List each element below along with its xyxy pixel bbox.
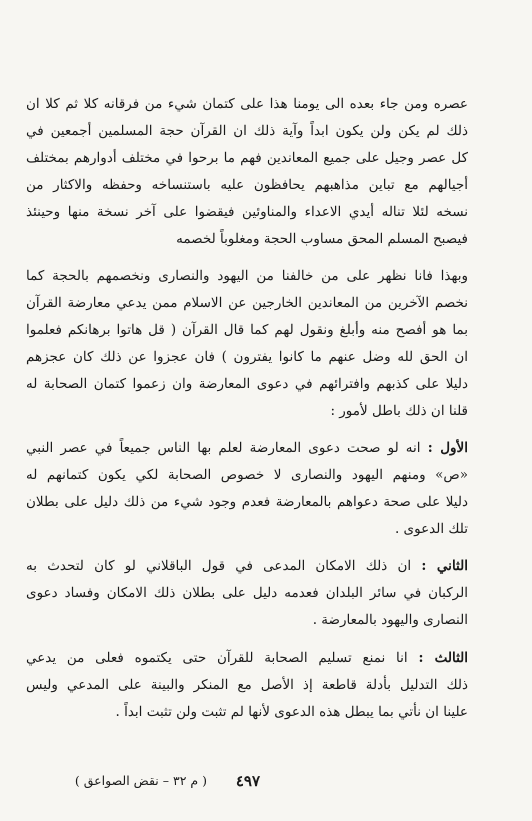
point-text: ان ذلك الامكان المدعى في قول الباقلاني لو كان لتحدث به <box>26 558 412 574</box>
text-line: تلك الدعوى . <box>394 521 468 537</box>
text-line: ذلك التدليل بأدلة قاطعة إذ الأصل مع المنكر والبينة على المدعي وليس <box>26 677 468 693</box>
text-line: أجيالهم مع تباين مذاهبهم يحافظون عليه باستنساخه وحفظه والاكثار من <box>26 177 468 193</box>
text-line: قلنا ان ذلك باطل لأمور : <box>330 403 468 419</box>
text-line <box>26 438 468 458</box>
text-line: النصارى واليهود بالمعارضة . <box>312 612 468 628</box>
text-line <box>26 648 468 668</box>
text-line <box>26 556 468 576</box>
text-line: كل عصر وجيل على جميع المعاندين فهم ما برحوا في مختلف أدوارهم بمختلف <box>26 150 468 166</box>
chapter-reference: ( م ٣٢ – نقض الصواعق ) <box>74 773 207 788</box>
point-heading: الثاني : <box>421 558 468 574</box>
text-line: بما هو أفصح منه وأبلغ ونقول لهم كما قال القرآن ( قل هاتوا برهانكم فعلموا <box>26 322 468 338</box>
text-line: «ص» ومنهم اليهود والنصارى لا خصوص الصحابة لكي يكون كتمانهم له <box>26 467 468 483</box>
text-line: علينا ان نأتي بما يبطل هذه الدعوى لأنها لم تثبت ولن تثبت ابداً . <box>115 704 468 720</box>
text-line: دليلا على كذبهم وافترائهم في دعوى المعارضة وان زعموا كتمان الصحابة له <box>26 376 468 392</box>
point-heading: الأول : <box>427 440 468 456</box>
page-number: ٤٩٧ <box>235 772 260 790</box>
point-text: انا نمنع تسليم الصحابة للقرآن حتى يكتموه فعلى من يدعي <box>26 650 408 666</box>
text-line: دليلا على صحة دعواهم بالمعارضة فعدم وجود شيء من ذلك دليل على بطلان <box>26 494 468 510</box>
text-line: ان الحق لله وضل عنهم ما كانوا يفترون ) فان عجزوا عن ذلك كان عجزهم <box>26 349 468 365</box>
text-line: عصره ومن جاء بعده الى يومنا هذا على كتمان شيء من فرقانه كلا ثم كلا ان <box>26 96 468 112</box>
text-line: ذلك لم يكن ولن يكون ابداً وآية ذلك ان القرآن حجة المسلمين أجمعين في <box>26 123 468 139</box>
point-text: انه لو صحت دعوى المعارضة لعلم بها الناس جميعاً في عصر النبي <box>26 440 421 456</box>
text-line: الركبان في سائر البلدان فعدمه دليل على بطلان ذلك الامكان وفساد دعوى <box>26 585 468 601</box>
text-line: فيصبح المسلم المحق مساوب الحجة ومغلوباً لخصمه <box>176 231 468 247</box>
point-heading: الثالث : <box>418 650 468 666</box>
text-line: نخصم الآخرين من المعاندين الخارجين عن الاسلام ممن يدعي معارضة القرآن <box>26 295 468 311</box>
text-line: وبهذا فانا نظهر على من خالفنا من اليهود والنصارى ونخصمهم بالحجة كما <box>26 268 468 284</box>
text-line: نسخه لئلا تناله أيدي الاعداء والمناوئين فيقضوا على آخر نسخة منها وحينئذ <box>26 204 468 220</box>
